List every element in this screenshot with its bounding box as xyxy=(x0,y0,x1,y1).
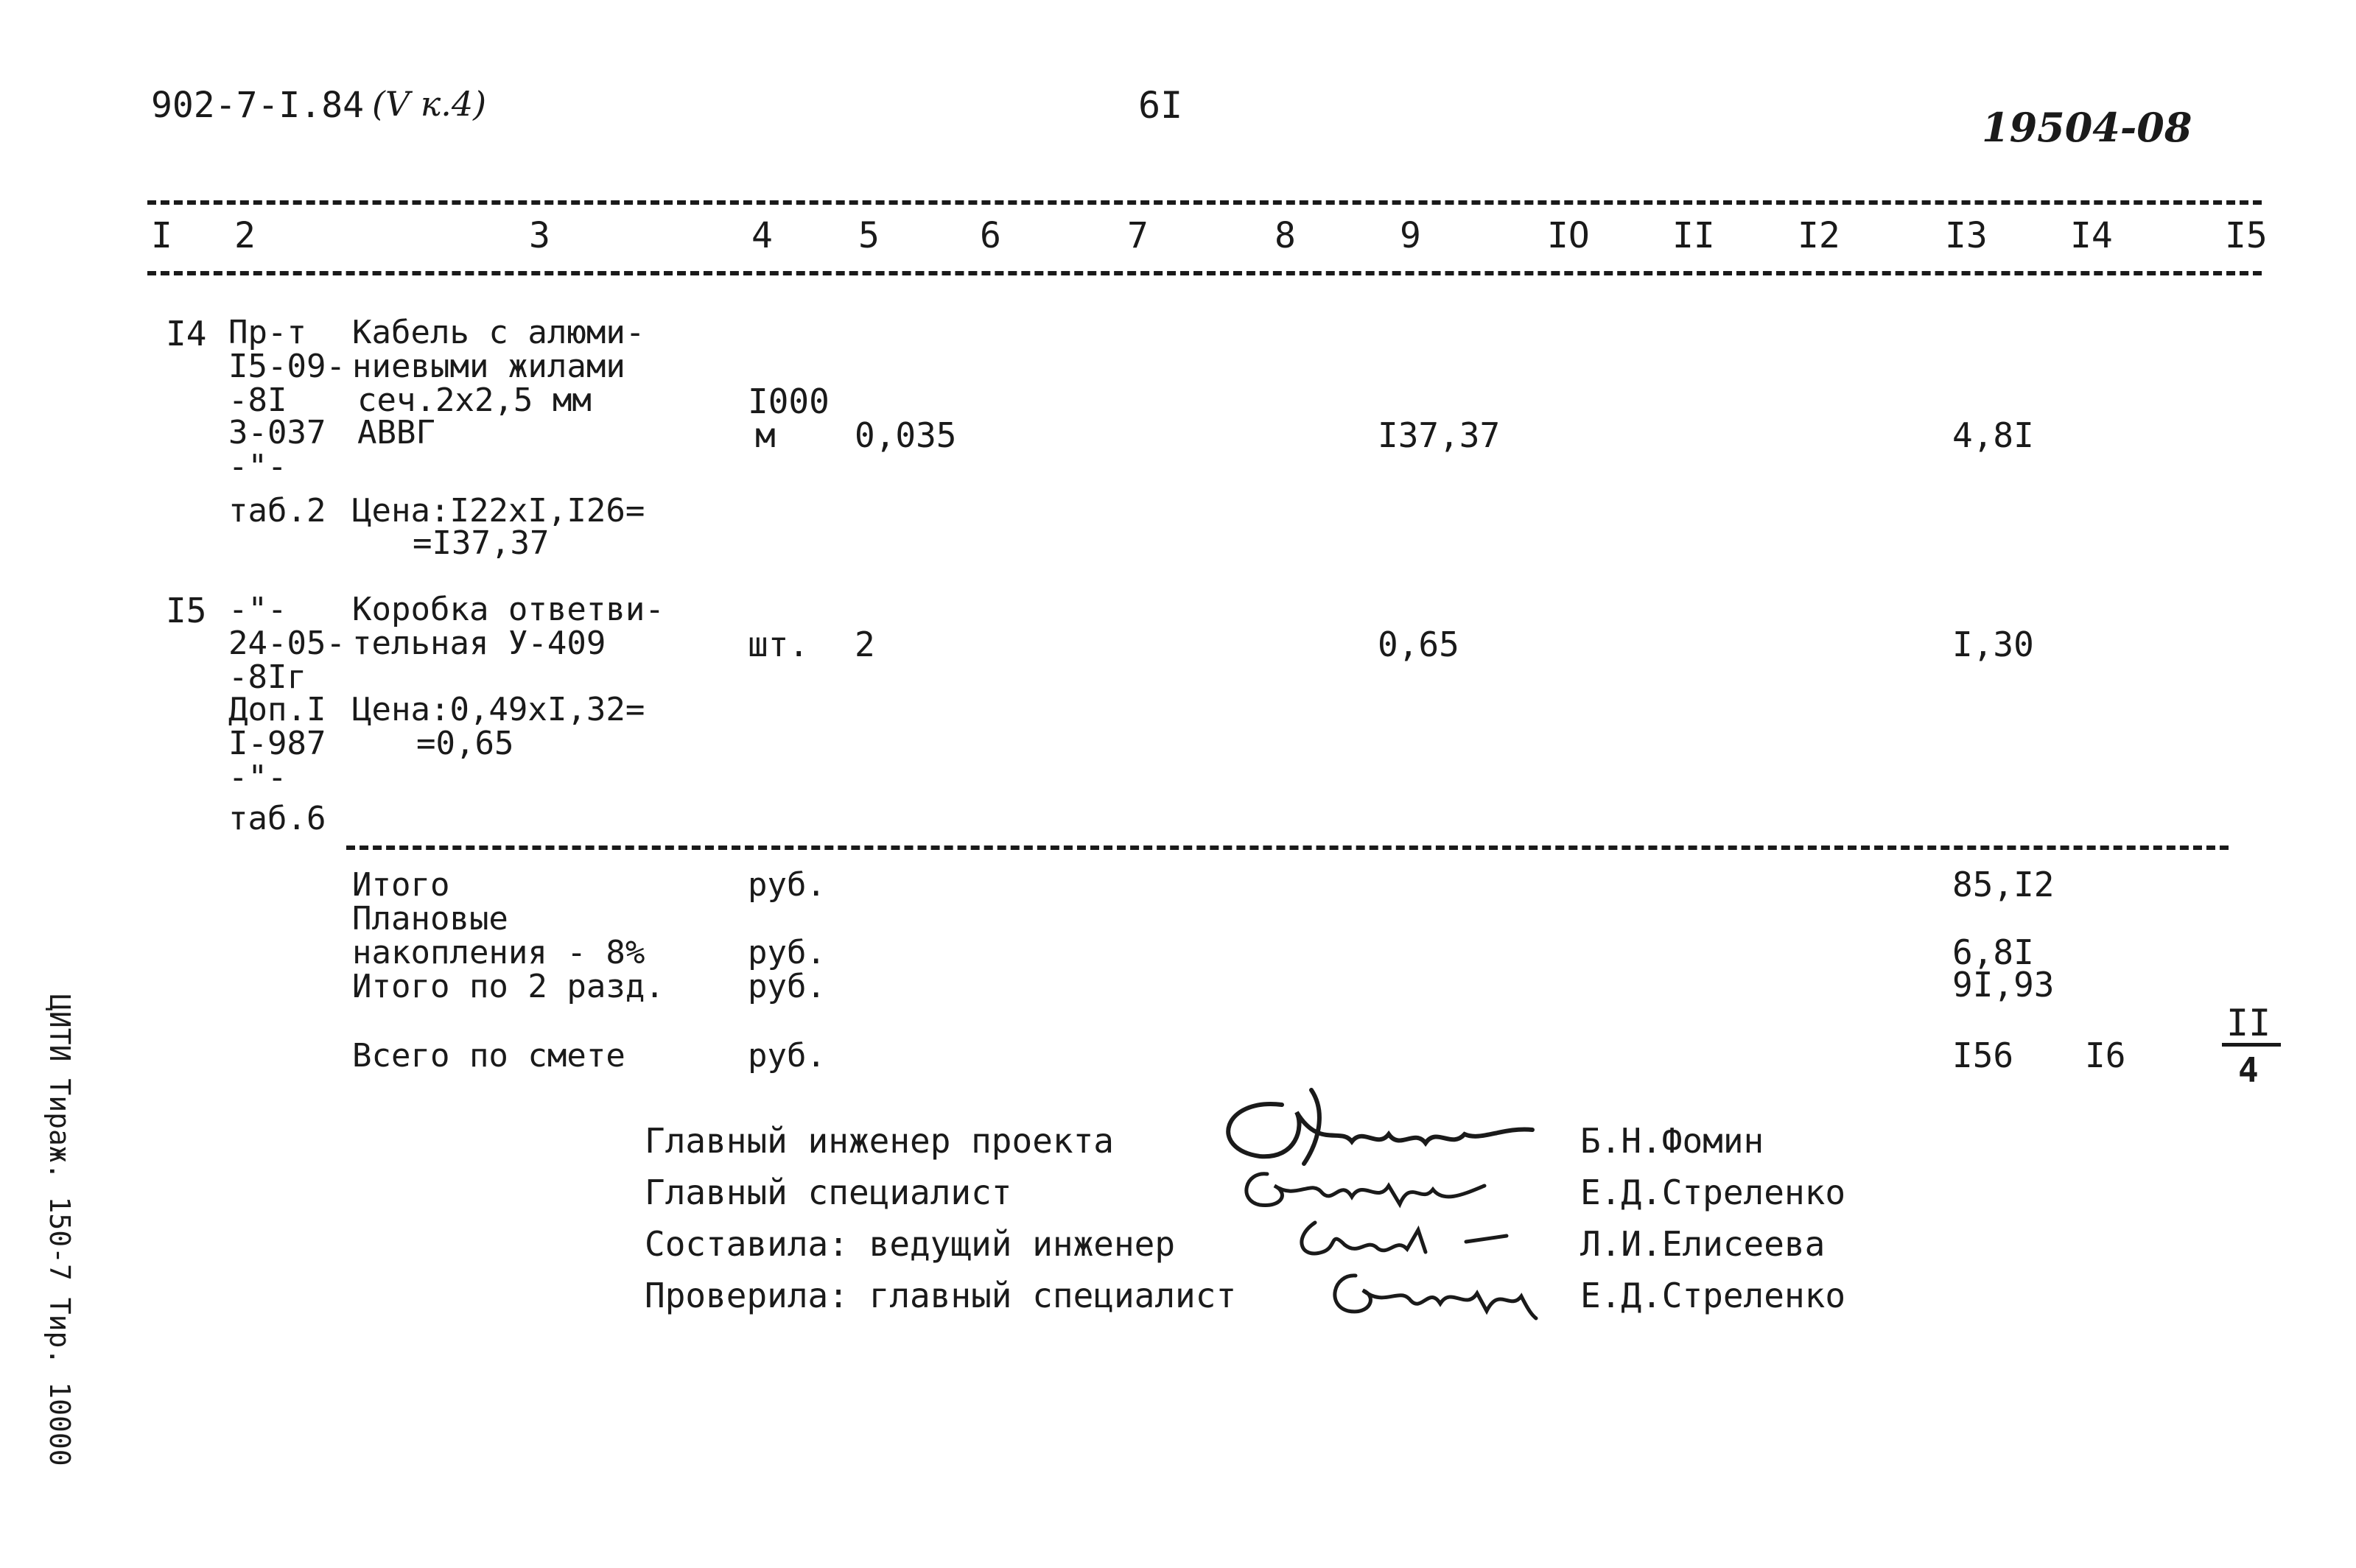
column-number-6: 6 xyxy=(980,215,1001,256)
cell-reference: -"- xyxy=(228,759,287,796)
cell-description: ниевыми жилами xyxy=(352,348,625,385)
signature-role: Главный специалист xyxy=(645,1173,1012,1212)
grand-total-value: I56 xyxy=(1952,1036,2014,1075)
cell-reference: 3-037 xyxy=(228,414,326,451)
signature-name: Е.Д.Стреленко xyxy=(1580,1173,1846,1212)
cell-description: тельная У-409 xyxy=(352,625,606,662)
razd-value: 9I,93 xyxy=(1952,965,2055,1005)
column-number-11: II xyxy=(1672,215,1715,256)
cell-reference: -8I xyxy=(228,382,287,419)
cell-unit: I000 xyxy=(748,382,830,421)
column-number-15: I5 xyxy=(2225,215,2268,256)
cell-total: 4,8I xyxy=(1952,415,2034,455)
cell-reference: таб.6 xyxy=(228,800,326,837)
signature-name: Л.И.Елисеева xyxy=(1580,1224,1826,1264)
cell-total: I,30 xyxy=(1952,625,2034,664)
grand-total-label: Всего по смете xyxy=(352,1037,625,1075)
cell-price: 0,65 xyxy=(1378,625,1459,664)
header-rule-bottom xyxy=(147,271,2262,275)
document-code: 902-7-I.84 xyxy=(151,85,364,126)
cell-quantity: 0,035 xyxy=(855,415,957,455)
signature-name: Б.Н.Фомин xyxy=(1580,1121,1764,1161)
column-number-13: I3 xyxy=(1945,215,1988,256)
handwritten-signature xyxy=(1319,1267,1540,1326)
column-number-3: 3 xyxy=(529,215,550,256)
itogo-unit: руб. xyxy=(748,866,826,904)
cell-quantity: 2 xyxy=(855,625,875,664)
razd-unit: руб. xyxy=(748,968,826,1005)
column-number-8: 8 xyxy=(1275,215,1296,256)
itogo-value: 85,I2 xyxy=(1952,865,2055,904)
cell-description: АВВГ xyxy=(357,414,435,451)
cell-reference: -"- xyxy=(228,591,287,628)
fraction-numerator: II xyxy=(2226,1002,2271,1044)
cell-description: Коробка ответви- xyxy=(352,591,665,628)
column-number-2: 2 xyxy=(234,215,256,256)
cell-reference: I5-09- xyxy=(228,348,346,385)
column-number-9: 9 xyxy=(1400,215,1421,256)
column-number-14: I4 xyxy=(2070,215,2113,256)
page-number: 6I xyxy=(1138,84,1183,127)
signature-role: Главный инженер проекта xyxy=(645,1121,1114,1161)
cell-unit: шт. xyxy=(748,625,810,664)
column-number-10: IO xyxy=(1547,215,1590,256)
cell-unit: м xyxy=(755,415,776,455)
cell-description: =0,65 xyxy=(416,725,514,762)
cell-reference: -"- xyxy=(228,448,287,485)
handwritten-signature xyxy=(1230,1164,1496,1215)
fraction-bar xyxy=(2222,1043,2281,1047)
razd-label: Итого по 2 разд. xyxy=(352,968,665,1005)
cell-reference: Пр-т xyxy=(228,314,306,351)
row-number: I4 xyxy=(166,314,207,354)
grand-total-value-2: I6 xyxy=(2085,1036,2126,1075)
cell-description: =I37,37 xyxy=(413,524,550,562)
column-number-7: 7 xyxy=(1127,215,1149,256)
header-rule-top xyxy=(147,200,2262,205)
handwritten-signature xyxy=(1193,1083,1540,1171)
row-number: I5 xyxy=(166,591,207,630)
plan-label: накопления - 8% xyxy=(352,934,645,971)
cell-description: Цена:0,49хI,32= xyxy=(352,691,645,728)
cell-price: I37,37 xyxy=(1378,415,1501,455)
cell-description: сеч.2х2,5 мм xyxy=(357,382,592,419)
fraction-denominator: 4 xyxy=(2238,1050,2259,1090)
column-number-12: I2 xyxy=(1798,215,1840,256)
plan-label: Плановые xyxy=(352,900,508,938)
cell-reference: -8Iг xyxy=(228,658,306,696)
handwritten-signature xyxy=(1286,1215,1521,1267)
column-number-5: 5 xyxy=(858,215,880,256)
itogo-label: Итого xyxy=(352,866,450,904)
plan-unit: руб. xyxy=(748,934,826,971)
signature-role: Составила: ведущий инженер xyxy=(645,1224,1176,1264)
cell-description: Цена:I22хI,I26= xyxy=(352,492,645,530)
cell-reference: Доп.I xyxy=(228,691,326,728)
grand-total-unit: руб. xyxy=(748,1037,826,1075)
plan-value: 6,8I xyxy=(1952,932,2034,972)
signature-name: Е.Д.Стреленко xyxy=(1580,1276,1846,1315)
cell-reference: I-987 xyxy=(228,725,326,762)
cell-reference: 24-05- xyxy=(228,625,346,662)
cell-description: Кабель с алюми- xyxy=(352,314,645,351)
signature-role: Проверила: главный специалист xyxy=(645,1276,1237,1315)
printer-imprint: ЦИТИ Тираж. 150-7 Тир. 10000 xyxy=(43,994,76,1466)
inventory-number: 19504-08 xyxy=(1982,104,2192,151)
column-number-4: 4 xyxy=(751,215,773,256)
column-number-1: I xyxy=(151,215,172,256)
totals-rule xyxy=(346,845,2229,850)
document-code-note: (V к.4) xyxy=(372,84,487,124)
cell-reference: таб.2 xyxy=(228,492,326,530)
